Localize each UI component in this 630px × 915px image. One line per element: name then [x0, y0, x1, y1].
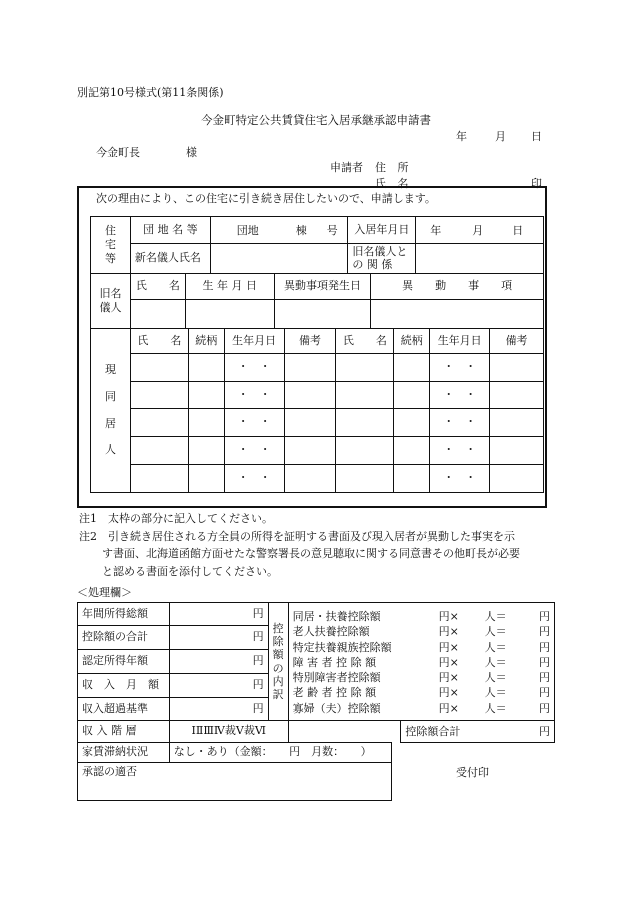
- birth-date-field[interactable]: ・ ・: [430, 465, 490, 493]
- monthly-income-label: 収 入 月 額: [78, 674, 170, 698]
- deduction-calc-persons: 人＝ 人＝ 人＝ 人＝ 人＝ 人＝ 人＝: [484, 610, 507, 715]
- certified-income-field[interactable]: 円: [169, 650, 268, 674]
- income-total-field[interactable]: 円: [169, 603, 268, 626]
- relation-field[interactable]: [416, 244, 544, 274]
- approval-table: [77, 742, 392, 801]
- name-label: 氏 名: [375, 177, 413, 190]
- application-statement: 次の理由により、この住宅に引き続き居住したいので、申請します。: [96, 192, 436, 205]
- note-2: 注2 引き続き居住される方全員の所得を証明する書面及び現入居者が異動した事実を示: [79, 529, 515, 543]
- birth-date-field[interactable]: ・ ・: [224, 354, 284, 382]
- date-day: 日: [531, 130, 542, 143]
- form-number: 別記第10号様式(第11条関係): [77, 86, 224, 99]
- table-row: [91, 437, 544, 465]
- change-date-field[interactable]: [274, 300, 371, 329]
- applicant-label: 申請者: [330, 161, 363, 174]
- rent-arrears-label: 家賃滞納状況: [78, 743, 170, 763]
- addressee: 今金町長: [96, 146, 140, 159]
- former-name-label: 氏 名: [130, 274, 185, 300]
- processing-section-label: ＜処理欄＞: [77, 586, 132, 599]
- deduction-item: 障 害 者 控 除 額: [292, 655, 377, 669]
- birth-date-field[interactable]: ・ ・: [224, 382, 284, 409]
- deduction-item: 寡婦（夫）控除額: [292, 701, 381, 715]
- table-row: [91, 382, 544, 409]
- deduction-sum-label: 控除額の合計: [78, 626, 170, 650]
- former-birth-label: 生 年 月 日: [185, 274, 274, 300]
- cohab-relation-header: 続柄: [394, 329, 430, 354]
- seal-mark: 印: [531, 177, 542, 190]
- birth-date-field[interactable]: ・ ・: [430, 409, 490, 437]
- move-in-date-label: 入居年月日: [348, 217, 416, 244]
- receipt-stamp-label: 受付印: [456, 766, 489, 779]
- deduction-item: 特定扶養親族控除額: [292, 640, 392, 654]
- cohab-relation-header: 続柄: [188, 329, 224, 354]
- table-row: [91, 354, 544, 382]
- document-title: 今金町特定公共賃貸住宅入居承継承認申請書: [201, 113, 431, 127]
- cohab-name-header: 氏 名: [130, 329, 188, 354]
- cohabitants-group-label: 現 同 居 人: [91, 329, 131, 493]
- deduction-breakdown-label: 控 除 額 の 内 訳: [268, 603, 288, 721]
- new-holder-label: 新名儀人氏名: [130, 244, 210, 274]
- cohab-birth-header: 生年月日: [224, 329, 284, 354]
- cohabitants-table: [90, 328, 544, 493]
- deduction-item: 老人扶養控除額: [292, 625, 370, 639]
- date-month: 月: [495, 130, 506, 143]
- cohab-remarks-header: 備考: [490, 329, 544, 354]
- change-date-label: 異動事項発生日: [274, 274, 371, 300]
- address-label: 住 所: [375, 161, 413, 174]
- income-class-label: 収 入 階 層: [78, 721, 170, 743]
- former-holder-table: [90, 273, 544, 329]
- birth-date-field[interactable]: ・ ・: [430, 354, 490, 382]
- former-birth-field[interactable]: [185, 300, 274, 329]
- cohab-name-header: 氏 名: [336, 329, 394, 354]
- income-excess-label: 収入超過基準: [78, 698, 170, 721]
- housing-table: [90, 216, 544, 274]
- deduction-item: 特別障害者控除額: [292, 671, 381, 685]
- change-field[interactable]: [371, 300, 544, 329]
- new-holder-field[interactable]: [210, 244, 348, 274]
- deduction-total-field[interactable]: 控除額合計 円: [401, 721, 555, 743]
- former-name-field[interactable]: [130, 300, 185, 329]
- deduction-items: [293, 609, 392, 716]
- housing-group-label: 住 宅 等: [91, 217, 131, 274]
- notes: [79, 510, 569, 580]
- move-in-date-field[interactable]: 年 月 日: [416, 217, 544, 244]
- relation-label: 旧名儀人と の 関 係: [348, 244, 416, 274]
- income-excess-field[interactable]: 円: [169, 698, 268, 721]
- income-total-label: 年間所得総額: [78, 603, 170, 626]
- deduction-calc-result: 円 円 円 円 円 円 円: [539, 610, 550, 715]
- deduction-sum-field[interactable]: 円: [169, 626, 268, 650]
- birth-date-field[interactable]: ・ ・: [430, 437, 490, 465]
- certified-income-label: 認定所得年額: [78, 650, 170, 674]
- addressee-suffix: 様: [186, 146, 197, 159]
- deduction-calc-yen: 円× 円× 円× 円× 円× 円× 円×: [438, 610, 459, 715]
- table-row: [91, 465, 544, 493]
- monthly-income-field[interactable]: 円: [169, 674, 268, 698]
- complex-name-label: 団 地 名 等: [130, 217, 210, 244]
- complex-building-room-field[interactable]: 団地 棟 号: [210, 217, 348, 244]
- processing-table: [77, 602, 555, 743]
- rent-arrears-field[interactable]: なし・あり（金額： 円 月数： ）: [169, 743, 391, 763]
- birth-date-field[interactable]: ・ ・: [224, 437, 284, 465]
- change-label: 異 動 事 項: [371, 274, 544, 300]
- approval-field[interactable]: 承認の適否: [78, 763, 392, 801]
- deduction-breakdown: [288, 603, 554, 721]
- note-2-line-2: す書面、北海道函館方面せたな警察署長の意見聴取に関する同意書その他町長が必要: [102, 547, 520, 560]
- former-holder-group-label: 旧名 儀人: [91, 274, 131, 329]
- note-2-line-3: と認める書面を添付してください。: [102, 564, 278, 578]
- birth-date-field[interactable]: ・ ・: [430, 382, 490, 409]
- income-class-field[interactable]: ⅠⅡⅢⅣ裁Ⅴ裁Ⅵ: [169, 721, 288, 743]
- date-year: 年: [456, 130, 467, 143]
- deduction-total-spacer: [288, 721, 401, 743]
- birth-date-field[interactable]: ・ ・: [224, 465, 284, 493]
- deduction-item: 同居・扶養控除額: [292, 610, 381, 623]
- table-row: [91, 409, 544, 437]
- note-1: 注1 太枠の部分に記入してください。: [79, 512, 273, 525]
- deduction-item: 老 齢 者 控 除 額: [292, 686, 377, 700]
- birth-date-field[interactable]: ・ ・: [224, 409, 284, 437]
- cohab-birth-header: 生年月日: [430, 329, 490, 354]
- cohab-remarks-header: 備考: [284, 329, 336, 354]
